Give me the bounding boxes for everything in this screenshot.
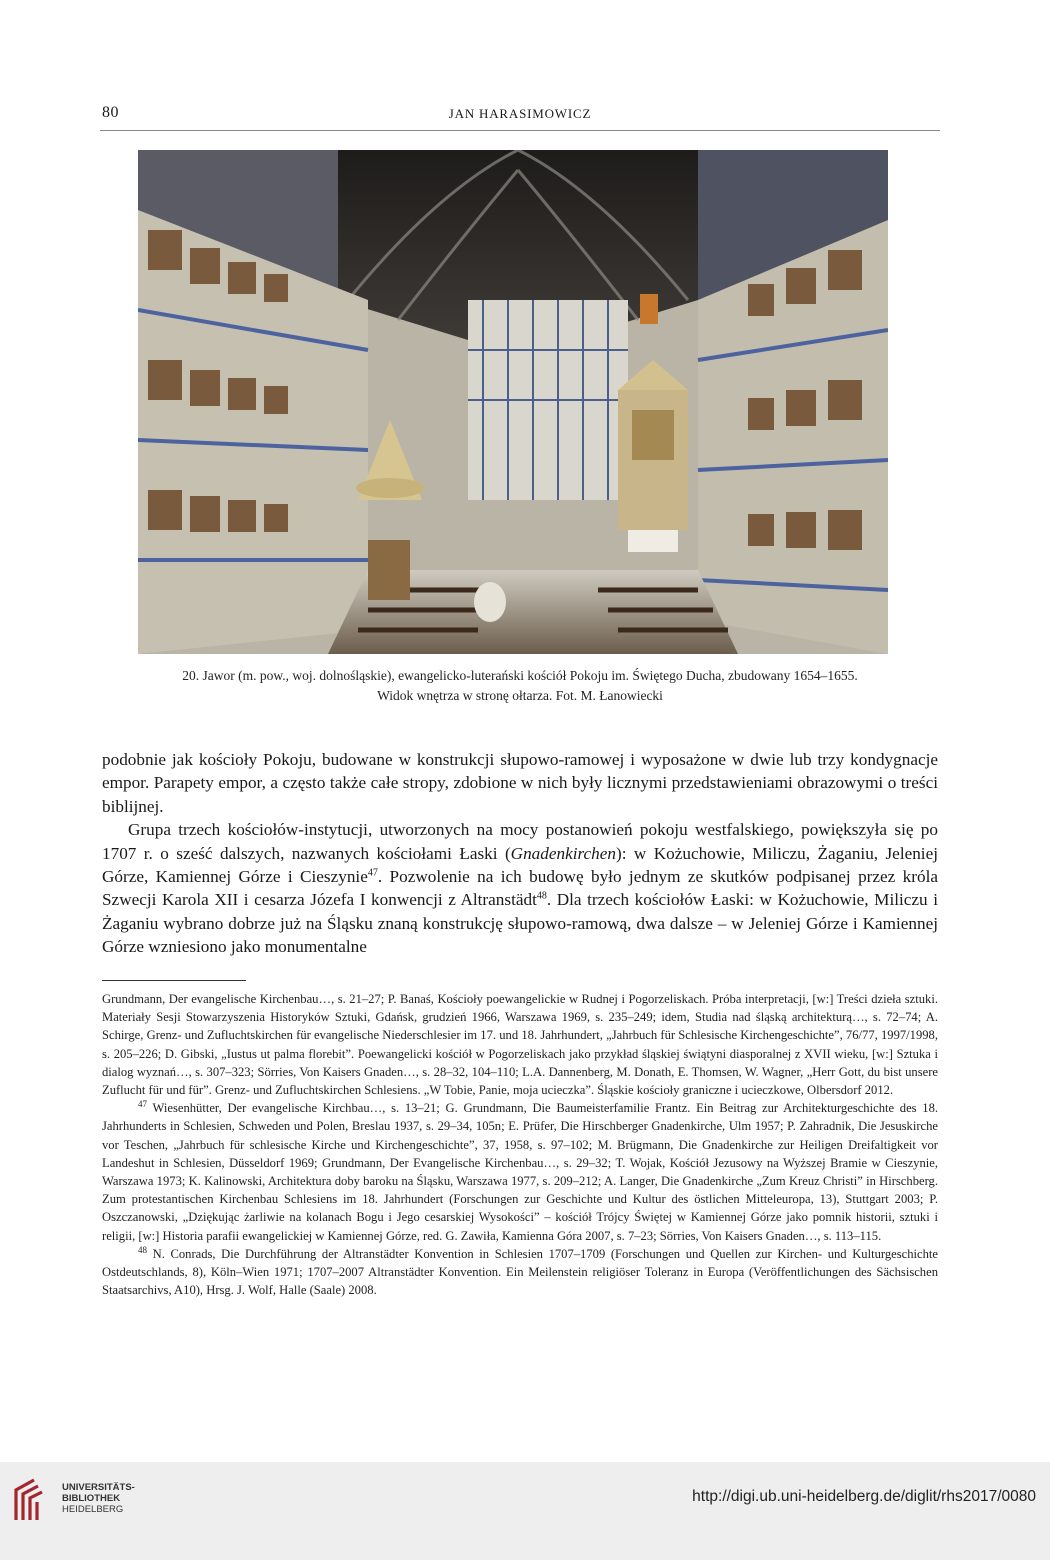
library-name (62, 1482, 135, 1515)
paragraph-2-part-a: Grupa trzech kościołów-instytucji, utworzonych na mocy postanowień pokoju westfalskiego, powiększyła się po 1707 r. o sześć dalszych, nazwanych kościołami Łaski ( (102, 820, 938, 863)
library-logo-icon (12, 1476, 56, 1522)
footnote-separator (102, 980, 246, 981)
page-number: 80 (102, 104, 119, 121)
running-header (100, 104, 940, 131)
paragraph-2-part-b: ): w Kożuchowie, Miliczu, Żaganiu, Jeleniej Górze, Kamiennej Górze i Cieszynie (102, 843, 938, 887)
main-text (102, 748, 938, 959)
church-interior-photo (138, 150, 888, 654)
footnote-continued: Grundmann, Der evangelische Kirchenbau…, s. 21–27; P. Banaś, Kościoły poewangelickie w Rudnej i Pogorzeliskach. Próba interpretacji, [w:] Treści dzieła sztuki. Materiały Sesji Stowarzyszenia Historyków Sztuki, Gdańsk, grudzień 1966, Warszawa 1969, s. 235–249; idem, Studia nad śląską architekturą…, s. 72–74; A. Schirge, Grenz- und Zufluchtskirchen für evangelische Niederschlesier im 17. und 18. Jahrhundert, „Jahrbuch für Schlesische Kirchengeschichte”, 76/77, 1997/1998, s. 205–226; D. Gibski, „Iustus ut palma florebit”. Poewangelicki kościół w Pogorzeliskach jako przykład śląskiej świątyni diasporalnej z XVII wieku, [w:] Sztuka i dialog wyznań…, s. 307–323; Sörries, Von Kaisers Gnaden…, s. 28–32, 104–110; L.A. Dannenberg, M. Donath, E. Thomsen, W. Wagner, „Herr Gott, du bist unsere Zuflucht für und für”. Grenz- und Zufluchtskirchen Schlesiens. „W Tobie, Panie, moja ucieczka”. Śląskie kościoły graniczne i ucieczkowe, Olbersdorf 2012. (102, 992, 938, 1098)
footnote-number-48: 48 (138, 1244, 147, 1255)
digitization-footer (0, 1462, 1050, 1560)
footnote-47-text: Wiesenhütter, Der evangelische Kirchbau…, s. 13–21; G. Grundmann, Die Baumeisterfamilie Frantz. Ein Beitrag zur Architekturgeschichte des 18. Jahrhunderts in Schlesien, Schweden und Polen, Breslau 1937, s. 29–34, 105n; E. Prüfer, Die Hirschberger Gnadenkirche, Ulm 1957; P. Zahradnik, Die Jesuskirche vor Teschen, „Jahrbuch für schlesische Kirche und Kirchengeschichte”, 37, 1958, s. 97–102; M. Brügmann, Die Gnadenkirche zur Heiligen Dreifaltigkeit vor Landeshut in Schlesien, Düsseldorf 1969; Grundmann, Der Evangelische Kirchenbau…, s. 29–32; T. Wojak, Kościół Jezusowy na Wyższej Bramie w Cieszynie, Warszawa 1973; K. Kalinowski, Architektura doby baroku na Śląsku, Warszawa 1977, s. 209–212; A. Langer, Die Gnadenkirche „Zum Kreuz Christi” in Hirschberg. Zum protestantischen Kirchenbau Schlesiens im 18. Jahrhundert (Forschungen zur Geschichte und Kultur des östlichen Mitteleuropa, 13), Stuttgart 2003; P. Oszczanowski, „Dziękując żarliwie na kolanach Bogu i Jego cesarskiej Wysokości” – kościół Trójcy Świętej w Kamiennej Górze jako pomnik historii, sztuki i religii, [w:] Historia parafii ewangelickiej w Kamiennej Górze, red. G. Zawiła, Kamienna Góra 2007, s. 7–23; Sörries, Von Kaisers Gnaden…, s. 113–115. (102, 1101, 939, 1243)
figure-caption-line1: 20. Jawor (m. pow., woj. dolnośląskie), ewangelicko-luterański kościół Pokoju im. Świętego Ducha, zbudowany 1654–1655. (182, 668, 858, 683)
figure-caption-line2: Widok wnętrza w stronę ołtarza. Fot. M. Łanowiecki (377, 688, 663, 703)
photo-illustration (138, 150, 888, 654)
footnote-47 (102, 1099, 938, 1245)
library-name-line2: BIBLIOTHEK (62, 1493, 121, 1504)
paragraph-2-part-d: . Dla trzech kościołów Łaski: w Kożuchowie, Miliczu i Żaganiu wybrano dobrze już na Śląsku znaną konstrukcję słupowo-ramową, dwa dalsze – w Jeleniej Górze i Kamiennej Górze wzniesiono jako monumentalne (102, 890, 938, 957)
footnote-ref-48[interactable]: 48 (536, 890, 547, 902)
paragraph-2-part-c: . Pozwolenie na ich budowę było jednym ze skutków podpisanej przez króla Szwecji Karola XII i cesarza Józefa I konwencji z Altranstädt (102, 867, 938, 910)
term-gnadenkirchen: Gnadenkirchen (510, 843, 616, 863)
footnotes (102, 990, 938, 1299)
library-name-line3: HEIDELBERG (62, 1504, 124, 1515)
footnote-48 (102, 1245, 938, 1300)
footnote-48-text: N. Conrads, Die Durchführung der Altranstädter Konvention in Schlesien 1707–1709 (Forschungen und Quellen zur Kirchen- und Kulturgeschichte Ostdeutschlands, 8), Köln–Wien 1971; 1707–2007 Altranstädter Konvention. Ein Meilenstein religiöser Toleranz in Europa (Veröffentlichungen des Sächsischen Staatsarchivs, A10), Hrsg. J. Wolf, Halle (Saale) 2008. (102, 1246, 938, 1298)
paragraph-2 (102, 818, 938, 958)
figure-caption (100, 666, 940, 706)
paragraph-1: podobnie jak kościoły Pokoju, budowane w konstrukcji słupowo-ramowej i wyposażone w dwie lub trzy kondygnacje empor. Parapety empor, a często także całe stropy, zdobione w nich były licznymi przedstawieniami obrazowymi o treści biblijnej. (102, 750, 938, 816)
footnote-number-47: 47 (138, 1099, 147, 1110)
library-name-line1: UNIVERSITÄTS- (62, 1482, 135, 1493)
running-author: JAN HARASIMOWICZ (448, 106, 592, 121)
footnote-ref-47[interactable]: 47 (367, 867, 378, 879)
source-url-link[interactable]: http://digi.ub.uni-heidelberg.de/diglit/rhs2017/0080 (692, 1488, 1036, 1505)
